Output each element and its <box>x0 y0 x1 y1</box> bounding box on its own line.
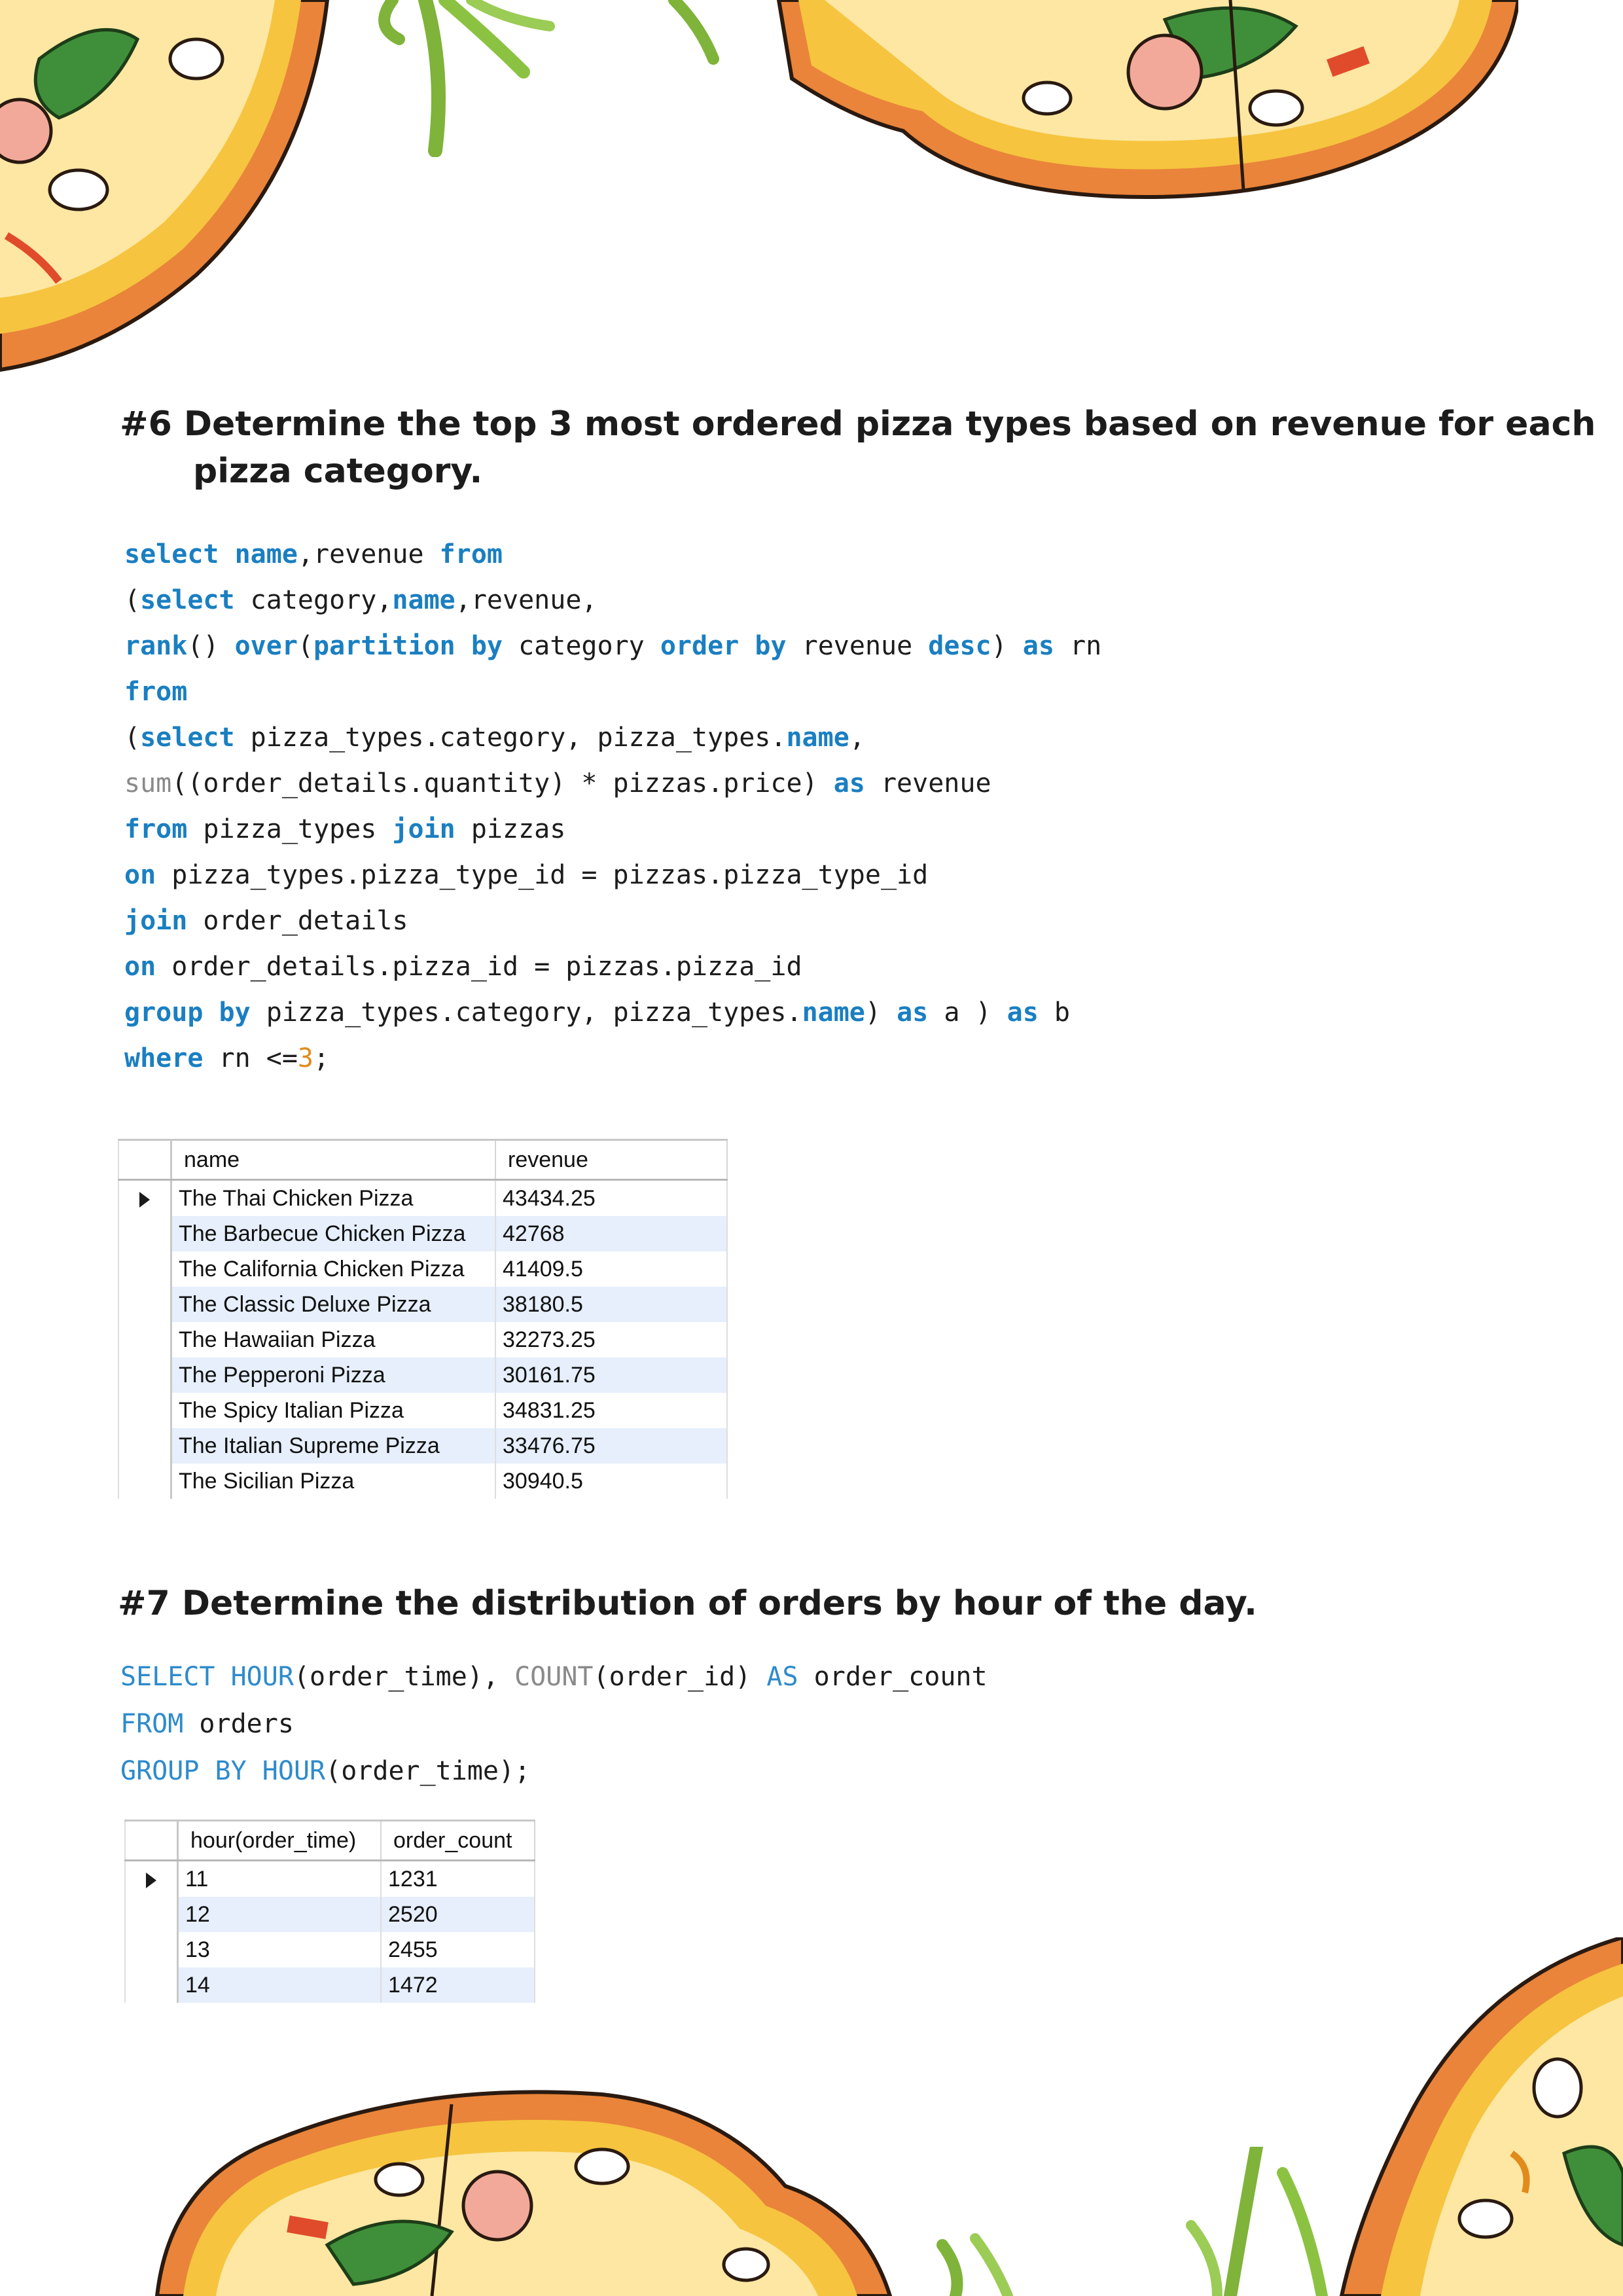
table-row[interactable] <box>118 1216 727 1251</box>
table-row[interactable] <box>125 1897 535 1932</box>
table-cell-revenue[interactable]: 38180.5 <box>495 1287 727 1322</box>
column-header-revenue[interactable]: revenue <box>495 1140 727 1180</box>
table-row[interactable] <box>125 1932 535 1967</box>
table-cell-revenue[interactable]: 30161.75 <box>495 1357 727 1393</box>
row-selector[interactable] <box>118 1357 171 1393</box>
question-6-heading <box>120 401 1596 495</box>
table-row[interactable] <box>118 1428 727 1463</box>
table-cell-name[interactable]: The Spicy Italian Pizza <box>171 1393 496 1428</box>
row-selector[interactable] <box>125 1967 178 2003</box>
row-selector[interactable] <box>125 1861 178 1897</box>
table-row[interactable] <box>125 1861 535 1897</box>
table-cell-name[interactable]: The Barbecue Chicken Pizza <box>171 1216 496 1251</box>
table-row[interactable] <box>118 1251 727 1287</box>
table-cell-order-count[interactable]: 1231 <box>381 1861 535 1897</box>
table-cell-name[interactable]: The Classic Deluxe Pizza <box>171 1287 496 1322</box>
row-selector[interactable] <box>118 1251 171 1287</box>
table-cell-revenue[interactable]: 41409.5 <box>495 1251 727 1287</box>
row-selector[interactable] <box>118 1216 171 1251</box>
row-selector-arrow-icon <box>146 1873 156 1888</box>
row-selector[interactable] <box>118 1428 171 1463</box>
row-selector[interactable] <box>118 1463 171 1499</box>
table-cell-order-count[interactable]: 1472 <box>381 1967 535 2003</box>
row-selector-header <box>125 1821 178 1861</box>
column-header-hour[interactable]: hour(order_time) <box>178 1821 382 1861</box>
pizza-illustration-top-left <box>0 0 340 373</box>
question-6-heading-line2: pizza category. <box>193 452 483 491</box>
row-selector-header <box>118 1140 171 1180</box>
question-7-sql-query: SELECT HOUR(order_time), COUNT(order_id) AS order_count FROM orders GROUP BY HOUR(order_time); <box>120 1662 988 1786</box>
question-6-result-grid <box>118 1139 728 1499</box>
pizza-illustration-bottom-right <box>1335 1937 1623 2296</box>
table-cell-name[interactable]: The California Chicken Pizza <box>171 1251 496 1287</box>
row-selector[interactable] <box>118 1322 171 1357</box>
table-row[interactable] <box>118 1393 727 1428</box>
row-selector[interactable] <box>118 1180 171 1217</box>
table-cell-revenue[interactable]: 30940.5 <box>495 1463 727 1499</box>
table-cell-revenue[interactable]: 34831.25 <box>495 1393 727 1428</box>
question-7-heading <box>118 1580 1257 1627</box>
row-selector[interactable] <box>125 1932 178 1967</box>
table-cell-hour[interactable]: 14 <box>178 1967 382 2003</box>
column-header-order-count[interactable]: order_count <box>381 1821 535 1861</box>
table-row[interactable] <box>125 1967 535 2003</box>
table-row[interactable] <box>118 1322 727 1357</box>
row-selector[interactable] <box>118 1287 171 1322</box>
row-selector[interactable] <box>125 1897 178 1932</box>
table-cell-revenue[interactable]: 42768 <box>495 1216 727 1251</box>
table-cell-order-count[interactable]: 2520 <box>381 1897 535 1932</box>
question-7-heading-text: #7 Determine the distribution of orders by hour of the day. <box>118 1584 1257 1623</box>
row-selector-arrow-icon <box>139 1192 150 1208</box>
table-row[interactable] <box>118 1463 727 1499</box>
table-cell-name[interactable]: The Italian Supreme Pizza <box>171 1428 496 1463</box>
table-cell-hour[interactable]: 13 <box>178 1932 382 1967</box>
row-selector[interactable] <box>118 1393 171 1428</box>
table-row[interactable] <box>118 1180 727 1217</box>
table-cell-revenue[interactable]: 32273.25 <box>495 1322 727 1357</box>
question-6-sql-query: select name,revenue from (select category,name,revenue, rank() over(partition by category order by revenue desc) as rn from (select pizza_types.category, pizza_types.name, sum((order_details.quantity) * pizzas.price) as revenue from pizza_types join pizzas on pizza_types.pizza_type_id = pizzas.pizza_type_id join order_details on order_details.pizza_id = pizzas.pizza_id group by pizza_types.category, pizza_types.name) as a ) as b where rn <=3; <box>124 539 1102 1073</box>
table-cell-name[interactable]: The Pepperoni Pizza <box>171 1357 496 1393</box>
table-cell-hour[interactable]: 11 <box>178 1861 382 1897</box>
table-cell-name[interactable]: The Hawaiian Pizza <box>171 1322 496 1357</box>
column-header-name[interactable]: name <box>171 1140 496 1180</box>
question-7-result-grid <box>124 1820 535 2003</box>
table-row[interactable] <box>118 1357 727 1393</box>
leaf-illustration-bottom <box>890 2147 1348 2296</box>
table-cell-name[interactable]: The Sicilian Pizza <box>171 1463 496 1499</box>
table-row[interactable] <box>118 1287 727 1322</box>
leaf-illustration-top <box>373 0 779 157</box>
question-6-heading-line1: #6 Determine the top 3 most ordered pizza types based on revenue for each <box>120 404 1596 444</box>
table-cell-revenue[interactable]: 43434.25 <box>495 1180 727 1217</box>
table-cell-revenue[interactable]: 33476.75 <box>495 1428 727 1463</box>
pizza-illustration-top-right <box>772 0 1518 209</box>
table-cell-name[interactable]: The Thai Chicken Pizza <box>171 1180 496 1217</box>
table-cell-hour[interactable]: 12 <box>178 1897 382 1932</box>
pizza-illustration-bottom-left <box>144 2081 897 2296</box>
table-cell-order-count[interactable]: 2455 <box>381 1932 535 1967</box>
